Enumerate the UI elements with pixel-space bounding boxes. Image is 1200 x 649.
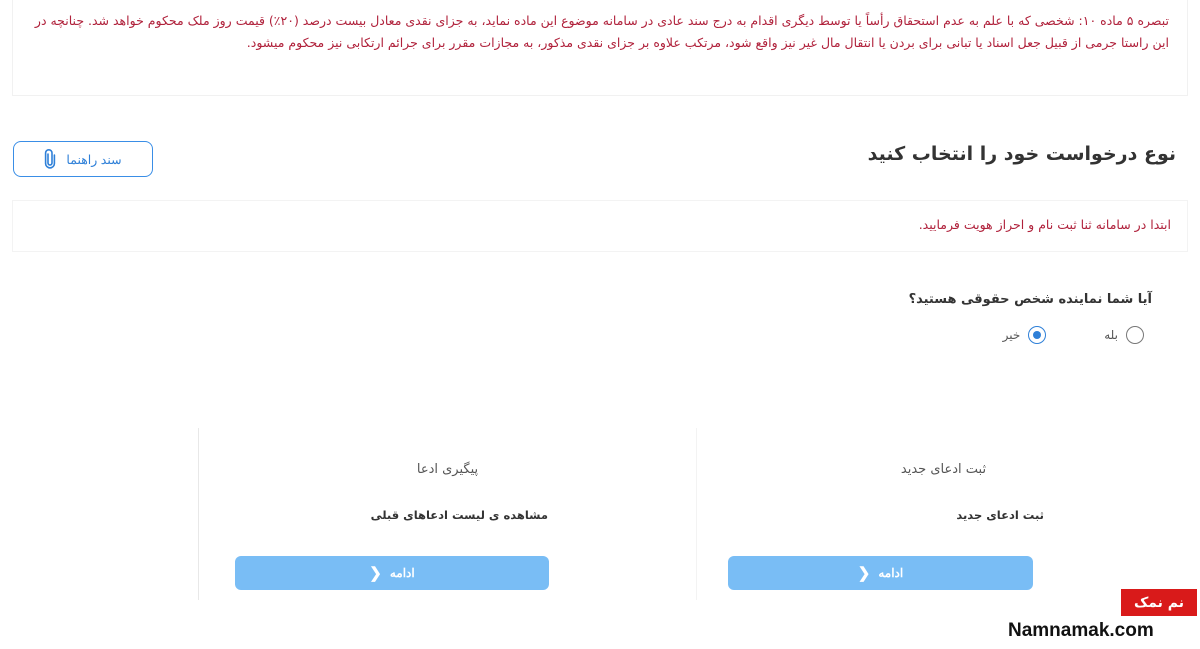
radio-option-yes[interactable] xyxy=(1104,326,1144,344)
new-claim-continue-label: ادامه xyxy=(878,566,904,580)
warning-text: تبصره ۵ ماده ۱۰: شخصی که با علم به عدم استحقاق رأساً یا توسط دیگری اقدام به درج سند عادی در سامانه موضوع این ماده نماید، به جزای نقدی معادل بیست درصد (۲۰٪) قیمت روز ملک محکوم خواهد شد. چنانچه در این راستا جرمی از قبیل جعل اسناد یا تبانی برای بردن یا انتقال مال غیر نیز واقع شود، مرتکب علاوه بر جزای نقدی مذکور، به مجازات مقرر برای جرائم ارتکابی نیز محکوم میشود. xyxy=(34,13,1169,50)
new-claim-continue-button[interactable] xyxy=(728,556,1033,590)
radio-yes-label: بله xyxy=(1104,328,1118,342)
warning-box xyxy=(12,0,1188,96)
radio-option-no[interactable] xyxy=(1003,326,1047,344)
radio-no-circle[interactable] xyxy=(1028,326,1046,344)
notice-box xyxy=(12,200,1188,252)
legal-rep-question: آیا شما نماینده شخص حقوقی هستید؟ xyxy=(908,292,1152,307)
chevron-left-icon: ❮ xyxy=(857,564,871,582)
new-claim-description: ثبت ادعای جدید xyxy=(956,508,1044,522)
track-claim-card xyxy=(198,428,696,600)
guide-button-label: سند راهنما xyxy=(66,152,122,167)
guide-document-button[interactable] xyxy=(13,141,153,177)
section-title: نوع درخواست خود را انتخاب کنید xyxy=(867,143,1176,165)
track-claim-title: پیگیری ادعا xyxy=(416,462,479,477)
track-claim-continue-label: ادامه xyxy=(389,566,415,580)
chevron-left-icon: ❮ xyxy=(369,564,382,582)
track-claim-description: مشاهده ی لیست ادعاهای قبلی xyxy=(370,508,548,522)
watermark-url: Namnamak.com xyxy=(1008,620,1154,641)
notice-text: ابتدا در سامانه ثنا ثبت نام و احراز هویت فرمایید. xyxy=(918,217,1171,232)
radio-yes-circle[interactable] xyxy=(1126,326,1144,344)
paperclip-icon xyxy=(44,149,56,169)
track-claim-continue-button[interactable] xyxy=(235,556,549,590)
radio-no-label: خیر xyxy=(1002,328,1021,342)
legal-rep-radio-group xyxy=(1003,326,1144,344)
watermark-badge: نم نمک xyxy=(1121,589,1197,616)
new-claim-card xyxy=(696,428,1190,600)
new-claim-title: ثبت ادعای جدید xyxy=(900,462,987,477)
